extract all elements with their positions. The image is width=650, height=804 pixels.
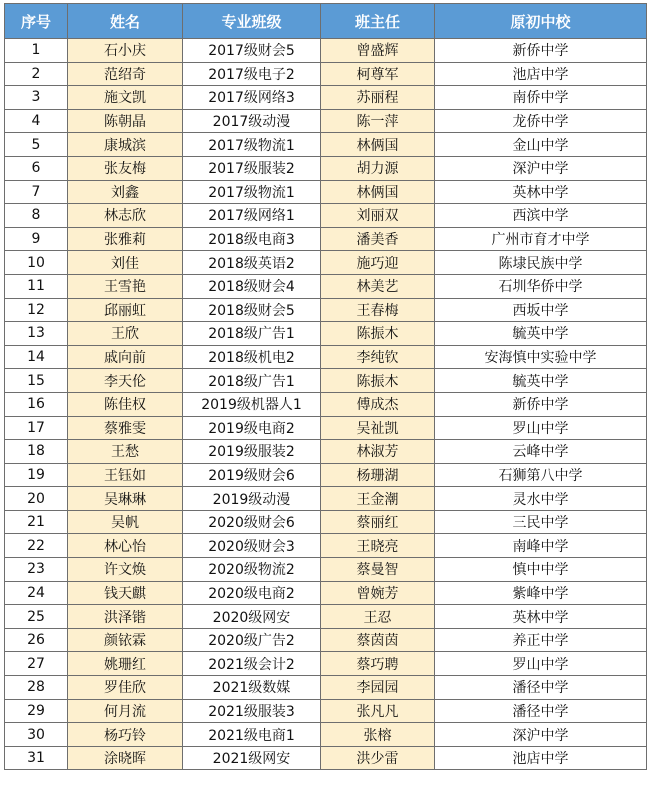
table-row xyxy=(5,558,647,582)
cell-name: 刘鑫 xyxy=(68,180,183,204)
cell-school: 英林中学 xyxy=(435,180,647,204)
cell-teacher: 曾婉芳 xyxy=(321,581,435,605)
cell-index: 4 xyxy=(5,109,68,133)
cell-name: 何月流 xyxy=(68,699,183,723)
cell-index: 11 xyxy=(5,274,68,298)
cell-teacher: 林淑芳 xyxy=(321,440,435,464)
cell-index: 15 xyxy=(5,369,68,393)
cell-teacher: 王晓亮 xyxy=(321,534,435,558)
cell-class: 2019级服装2 xyxy=(183,440,321,464)
cell-class: 2020级网安 xyxy=(183,605,321,629)
cell-index: 7 xyxy=(5,180,68,204)
cell-school: 石圳华侨中学 xyxy=(435,274,647,298)
cell-school: 罗山中学 xyxy=(435,416,647,440)
cell-name: 罗佳欣 xyxy=(68,676,183,700)
table-row xyxy=(5,510,647,534)
cell-teacher: 傅成杰 xyxy=(321,392,435,416)
cell-school: 广州市育才中学 xyxy=(435,227,647,251)
cell-school: 养正中学 xyxy=(435,628,647,652)
cell-name: 邱丽虹 xyxy=(68,298,183,322)
cell-name: 林心怡 xyxy=(68,534,183,558)
cell-index: 27 xyxy=(5,652,68,676)
table-row xyxy=(5,86,647,110)
table-row xyxy=(5,180,647,204)
cell-class: 2018级广告1 xyxy=(183,369,321,393)
table-row xyxy=(5,652,647,676)
cell-index: 14 xyxy=(5,345,68,369)
table-row xyxy=(5,298,647,322)
cell-name: 王钰如 xyxy=(68,463,183,487)
table-row xyxy=(5,156,647,180)
cell-index: 31 xyxy=(5,746,68,770)
cell-index: 30 xyxy=(5,723,68,747)
cell-name: 吴琳琳 xyxy=(68,487,183,511)
cell-teacher: 陈一萍 xyxy=(321,109,435,133)
cell-school: 西滨中学 xyxy=(435,204,647,228)
cell-class: 2019级电商2 xyxy=(183,416,321,440)
cell-index: 2 xyxy=(5,62,68,86)
cell-school: 慎中中学 xyxy=(435,558,647,582)
cell-index: 16 xyxy=(5,392,68,416)
cell-class: 2019级机器人1 xyxy=(183,392,321,416)
cell-teacher: 张榕 xyxy=(321,723,435,747)
table-row xyxy=(5,605,647,629)
cell-index: 6 xyxy=(5,156,68,180)
cell-school: 南峰中学 xyxy=(435,534,647,558)
cell-class: 2020级物流2 xyxy=(183,558,321,582)
cell-index: 1 xyxy=(5,39,68,63)
cell-teacher: 苏丽程 xyxy=(321,86,435,110)
table-row xyxy=(5,322,647,346)
cell-index: 17 xyxy=(5,416,68,440)
cell-teacher: 蔡丽红 xyxy=(321,510,435,534)
cell-teacher: 曾盛辉 xyxy=(321,39,435,63)
cell-name: 康城滨 xyxy=(68,133,183,157)
cell-index: 24 xyxy=(5,581,68,605)
cell-name: 林志欣 xyxy=(68,204,183,228)
cell-index: 23 xyxy=(5,558,68,582)
cell-name: 王欣 xyxy=(68,322,183,346)
header-teacher: 班主任 xyxy=(321,4,435,39)
cell-school: 深沪中学 xyxy=(435,723,647,747)
student-table xyxy=(4,3,647,770)
cell-index: 26 xyxy=(5,628,68,652)
cell-teacher: 胡力源 xyxy=(321,156,435,180)
cell-school: 金山中学 xyxy=(435,133,647,157)
cell-index: 8 xyxy=(5,204,68,228)
cell-school: 毓英中学 xyxy=(435,322,647,346)
table-row xyxy=(5,274,647,298)
cell-name: 王愁 xyxy=(68,440,183,464)
table-row xyxy=(5,109,647,133)
header-school: 原初中校 xyxy=(435,4,647,39)
cell-class: 2021级数媒 xyxy=(183,676,321,700)
cell-index: 22 xyxy=(5,534,68,558)
cell-class: 2018级电商3 xyxy=(183,227,321,251)
cell-index: 21 xyxy=(5,510,68,534)
header-class: 专业班级 xyxy=(183,4,321,39)
cell-name: 吴帆 xyxy=(68,510,183,534)
cell-school: 新侨中学 xyxy=(435,39,647,63)
cell-teacher: 蔡茵茵 xyxy=(321,628,435,652)
cell-name: 颜铱霖 xyxy=(68,628,183,652)
cell-school: 灵水中学 xyxy=(435,487,647,511)
cell-class: 2018级机电2 xyxy=(183,345,321,369)
cell-teacher: 施巧迎 xyxy=(321,251,435,275)
cell-name: 许文焕 xyxy=(68,558,183,582)
table-row xyxy=(5,676,647,700)
cell-school: 潘径中学 xyxy=(435,676,647,700)
table-row xyxy=(5,227,647,251)
cell-name: 刘佳 xyxy=(68,251,183,275)
cell-name: 蔡雅雯 xyxy=(68,416,183,440)
cell-index: 13 xyxy=(5,322,68,346)
cell-school: 安海慎中实验中学 xyxy=(435,345,647,369)
table-row xyxy=(5,440,647,464)
cell-class: 2017级物流1 xyxy=(183,180,321,204)
cell-class: 2018级广告1 xyxy=(183,322,321,346)
table-row xyxy=(5,463,647,487)
header-row xyxy=(5,4,647,39)
table-row xyxy=(5,204,647,228)
cell-teacher: 刘丽双 xyxy=(321,204,435,228)
cell-school: 英林中学 xyxy=(435,605,647,629)
cell-name: 陈佳权 xyxy=(68,392,183,416)
cell-index: 29 xyxy=(5,699,68,723)
cell-teacher: 王春梅 xyxy=(321,298,435,322)
cell-school: 新侨中学 xyxy=(435,392,647,416)
cell-teacher: 杨珊湖 xyxy=(321,463,435,487)
cell-teacher: 李园园 xyxy=(321,676,435,700)
cell-index: 10 xyxy=(5,251,68,275)
cell-class: 2017级财会5 xyxy=(183,39,321,63)
cell-name: 姚珊红 xyxy=(68,652,183,676)
table-row xyxy=(5,251,647,275)
table-row xyxy=(5,345,647,369)
cell-school: 西坂中学 xyxy=(435,298,647,322)
cell-school: 罗山中学 xyxy=(435,652,647,676)
header-name: 姓名 xyxy=(68,4,183,39)
header-index: 序号 xyxy=(5,4,68,39)
cell-index: 9 xyxy=(5,227,68,251)
table-row xyxy=(5,628,647,652)
cell-index: 18 xyxy=(5,440,68,464)
cell-teacher: 洪少雷 xyxy=(321,746,435,770)
cell-class: 2020级广告2 xyxy=(183,628,321,652)
table-row xyxy=(5,133,647,157)
cell-school: 云峰中学 xyxy=(435,440,647,464)
cell-teacher: 林俩国 xyxy=(321,180,435,204)
cell-index: 28 xyxy=(5,676,68,700)
table-row xyxy=(5,62,647,86)
table-row xyxy=(5,416,647,440)
cell-school: 石狮第八中学 xyxy=(435,463,647,487)
cell-teacher: 吴祉凯 xyxy=(321,416,435,440)
cell-class: 2021级会计2 xyxy=(183,652,321,676)
cell-name: 戚向前 xyxy=(68,345,183,369)
cell-class: 2018级英语2 xyxy=(183,251,321,275)
table-row xyxy=(5,39,647,63)
cell-teacher: 陈振木 xyxy=(321,369,435,393)
table-row xyxy=(5,723,647,747)
cell-class: 2020级财会6 xyxy=(183,510,321,534)
cell-school: 深沪中学 xyxy=(435,156,647,180)
cell-name: 杨巧铃 xyxy=(68,723,183,747)
table-row xyxy=(5,581,647,605)
cell-name: 李天伦 xyxy=(68,369,183,393)
cell-class: 2017级网络3 xyxy=(183,86,321,110)
cell-class: 2021级网安 xyxy=(183,746,321,770)
cell-name: 洪泽锴 xyxy=(68,605,183,629)
cell-class: 2021级电商1 xyxy=(183,723,321,747)
cell-class: 2021级服装3 xyxy=(183,699,321,723)
cell-class: 2017级动漫 xyxy=(183,109,321,133)
cell-teacher: 王忍 xyxy=(321,605,435,629)
cell-teacher: 潘美香 xyxy=(321,227,435,251)
cell-teacher: 陈振木 xyxy=(321,322,435,346)
cell-teacher: 李纯钦 xyxy=(321,345,435,369)
cell-school: 三民中学 xyxy=(435,510,647,534)
cell-index: 25 xyxy=(5,605,68,629)
cell-index: 12 xyxy=(5,298,68,322)
table-row xyxy=(5,746,647,770)
cell-school: 潘径中学 xyxy=(435,699,647,723)
cell-school: 龙侨中学 xyxy=(435,109,647,133)
cell-school: 毓英中学 xyxy=(435,369,647,393)
cell-teacher: 柯尊军 xyxy=(321,62,435,86)
cell-teacher: 林美艺 xyxy=(321,274,435,298)
cell-name: 张雅莉 xyxy=(68,227,183,251)
table-row xyxy=(5,392,647,416)
cell-index: 20 xyxy=(5,487,68,511)
cell-name: 王雪艳 xyxy=(68,274,183,298)
cell-class: 2017级物流1 xyxy=(183,133,321,157)
cell-class: 2018级财会4 xyxy=(183,274,321,298)
cell-class: 2017级网络1 xyxy=(183,204,321,228)
cell-name: 石小庆 xyxy=(68,39,183,63)
cell-class: 2020级财会3 xyxy=(183,534,321,558)
cell-class: 2020级电商2 xyxy=(183,581,321,605)
cell-class: 2018级财会5 xyxy=(183,298,321,322)
cell-teacher: 林俩国 xyxy=(321,133,435,157)
table-row xyxy=(5,699,647,723)
cell-class: 2019级动漫 xyxy=(183,487,321,511)
cell-name: 范绍奇 xyxy=(68,62,183,86)
cell-teacher: 张凡凡 xyxy=(321,699,435,723)
cell-school: 池店中学 xyxy=(435,746,647,770)
cell-name: 陈朝晶 xyxy=(68,109,183,133)
cell-index: 19 xyxy=(5,463,68,487)
table-row xyxy=(5,369,647,393)
cell-teacher: 蔡曼智 xyxy=(321,558,435,582)
cell-school: 陈埭民族中学 xyxy=(435,251,647,275)
cell-school: 南侨中学 xyxy=(435,86,647,110)
cell-teacher: 王金潮 xyxy=(321,487,435,511)
cell-class: 2019级财会6 xyxy=(183,463,321,487)
cell-school: 紫峰中学 xyxy=(435,581,647,605)
cell-name: 张友梅 xyxy=(68,156,183,180)
cell-name: 施文凯 xyxy=(68,86,183,110)
cell-teacher: 蔡巧聘 xyxy=(321,652,435,676)
cell-index: 5 xyxy=(5,133,68,157)
cell-class: 2017级服装2 xyxy=(183,156,321,180)
cell-name: 涂晓晖 xyxy=(68,746,183,770)
cell-class: 2017级电子2 xyxy=(183,62,321,86)
table-row xyxy=(5,534,647,558)
cell-name: 钱天麒 xyxy=(68,581,183,605)
table-row xyxy=(5,487,647,511)
cell-index: 3 xyxy=(5,86,68,110)
cell-school: 池店中学 xyxy=(435,62,647,86)
